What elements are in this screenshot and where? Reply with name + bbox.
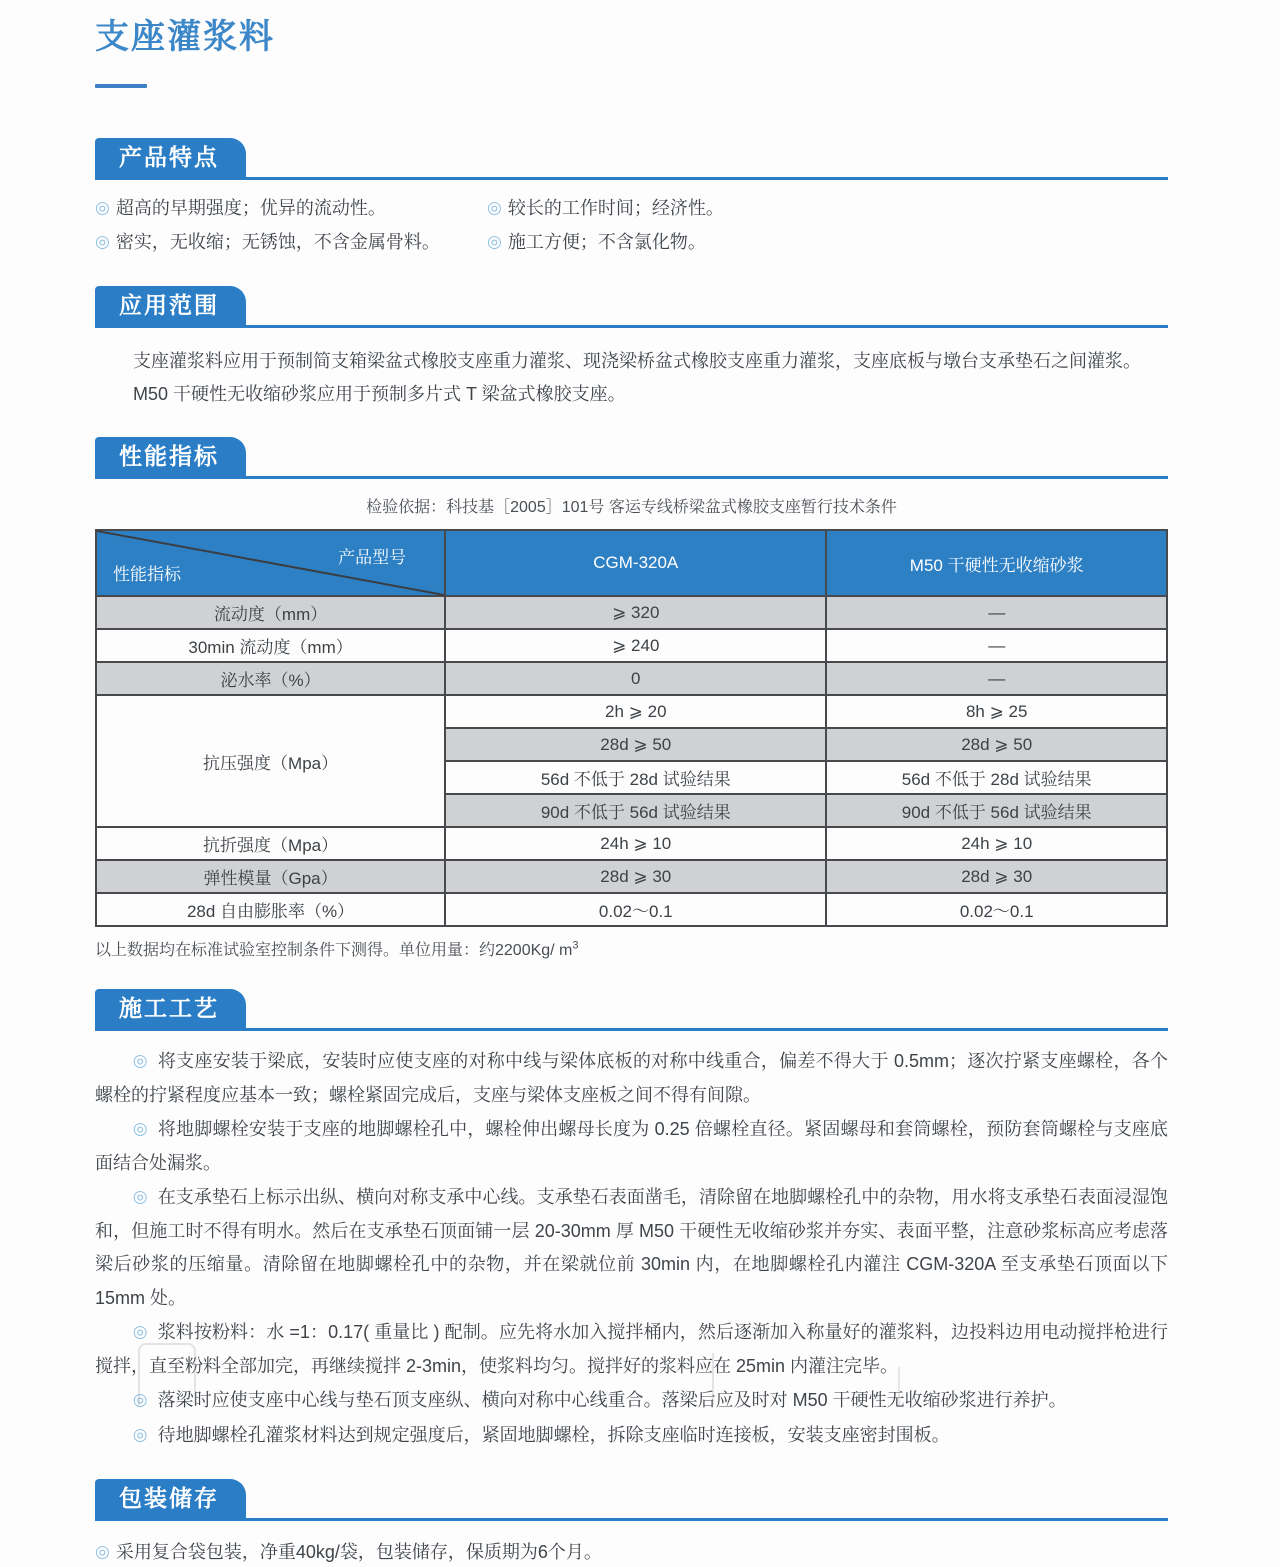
- packaging-text: [95, 1537, 1168, 1567]
- corner-label-performance-index: 性能指标: [113, 565, 181, 584]
- m50-value: —: [826, 662, 1167, 695]
- ring-bullet-icon: ◎: [95, 232, 110, 251]
- feature-text: 密实，无收缩；无锈蚀，不含金属骨料。: [115, 232, 440, 252]
- construction-steps: [95, 1044, 1168, 1452]
- table-row: [96, 695, 1167, 728]
- section-header-packaging: [95, 1479, 1168, 1521]
- m50-value: —: [826, 629, 1167, 662]
- table-header-row: [96, 530, 1167, 596]
- title-underline: [95, 84, 147, 88]
- section-header-construction: [95, 989, 1168, 1031]
- table-footnote: [95, 937, 1168, 960]
- m50-value: 8h ⩾ 25: [826, 695, 1167, 728]
- list-item: [487, 225, 1168, 259]
- cgm-value: 90d 不低于 56d 试验结果: [445, 794, 826, 827]
- performance-heading: 性能指标: [95, 437, 246, 476]
- list-item: [95, 191, 487, 225]
- construction-step: [95, 1112, 1168, 1180]
- footnote-superscript: 3: [572, 939, 579, 952]
- ring-bullet-icon: ◎: [132, 1322, 148, 1341]
- application-heading: 应用范围: [95, 286, 246, 325]
- cgm-value: 2h ⩾ 20: [445, 695, 826, 728]
- m50-value: 28d ⩾ 30: [826, 860, 1167, 893]
- construction-step: [95, 1383, 1168, 1418]
- cgm-value: ⩾ 320: [445, 596, 826, 629]
- table-row: [96, 629, 1167, 662]
- construction-heading: 施工工艺: [95, 989, 246, 1028]
- table-row: [96, 860, 1167, 893]
- corner-label-product-model: 产品型号: [338, 548, 407, 567]
- row-label: 弹性模量（Gpa）: [96, 860, 445, 893]
- step-text: 待地脚螺栓孔灌浆材料达到规定强度后，紧固地脚螺栓，拆除支座临时连接板，安装支座密封围板。: [157, 1424, 950, 1445]
- section-header-features: [95, 138, 1168, 180]
- cgm-value: 0: [445, 662, 826, 695]
- m50-value: 0.02～0.1: [826, 893, 1167, 926]
- step-text: 浆料按粉料：水 =1：0.17( 重量比 ) 配制。应先将水加入搅拌桶内，然后逐渐加入称量好的灌浆料，边投料边用电动搅拌枪进行搅拌，直至粉料全部加完，再继续搅拌 2-3min，使浆料均匀。搅拌好的浆料应在 25min 内灌注完毕。: [95, 1322, 1168, 1376]
- feature-list: [95, 191, 1168, 259]
- step-text: 在支承垫石上标示出纵、横向对称支承中心线。支承垫石表面凿毛，清除留在地脚螺栓孔中的杂物，用水将支承垫石表面浸湿饱和，但施工时不得有明水。然后在支承垫石顶面铺一层 20-30mm 厚 M50 干硬性无收缩砂浆并夯实、表面平整，注意砂浆标高应考虑落梁后砂浆的压缩量。清除留在地脚螺栓孔中的杂物，并在梁就位前 30min 内，在地脚螺栓孔内灌注 CGM-320A 至支承垫石顶面以下 15mm 处。: [95, 1187, 1168, 1308]
- application-paragraph: 支座灌浆料应用于预制简支箱梁盆式橡胶支座重力灌浆、现浇梁桥盆式橡胶支座重力灌浆，支座底板与墩台支承垫石之间灌浆。: [133, 351, 1141, 371]
- ring-bullet-icon: ◎: [132, 1119, 148, 1138]
- ring-bullet-icon: ◎: [132, 1390, 148, 1409]
- application-paragraph: M50 干硬性无收缩砂浆应用于预制多片式 T 梁盆式橡胶支座。: [133, 384, 626, 404]
- feature-text: 超高的早期强度；优异的流动性。: [115, 198, 386, 218]
- application-text: [95, 345, 1168, 411]
- ring-bullet-icon: ◎: [95, 1542, 110, 1561]
- diagonal-corner-cell: [96, 530, 445, 596]
- ring-bullet-icon: ◎: [95, 198, 110, 217]
- row-label: 流动度（mm）: [96, 596, 445, 629]
- ring-bullet-icon: ◎: [487, 232, 502, 251]
- column-header-m50: M50 干硬性无收缩砂浆: [826, 530, 1167, 596]
- cgm-value: ⩾ 240: [445, 629, 826, 662]
- list-item: [487, 191, 1168, 225]
- ring-bullet-icon: ◎: [132, 1424, 148, 1444]
- table-row: [96, 893, 1167, 926]
- feature-column-right: [487, 191, 1168, 259]
- feature-column-left: [95, 191, 487, 259]
- construction-step: [95, 1044, 1168, 1112]
- m50-value: 24h ⩾ 10: [826, 827, 1167, 860]
- m50-value: 28d ⩾ 50: [826, 728, 1167, 761]
- section-header-application: [95, 286, 1168, 328]
- m50-value: —: [826, 596, 1167, 629]
- packaging-heading: 包装储存: [95, 1479, 246, 1518]
- ring-bullet-icon: ◎: [487, 198, 502, 217]
- ring-bullet-icon: ◎: [132, 1051, 148, 1070]
- footnote-text: 以上数据均在标准试验室控制条件下测得。单位用量：约2200Kg/ m: [95, 942, 573, 959]
- m50-value: 56d 不低于 28d 试验结果: [826, 761, 1167, 794]
- table-row: [96, 827, 1167, 860]
- cgm-value: 0.02～0.1: [445, 893, 826, 926]
- list-item: [95, 225, 487, 259]
- column-header-cgm: CGM-320A: [445, 530, 826, 596]
- packaging-item: 采用复合袋包装，净重40kg/袋，包装储存，保质期为6个月。: [115, 1542, 602, 1562]
- page-title: 支座灌浆料: [95, 18, 275, 56]
- cgm-value: 56d 不低于 28d 试验结果: [445, 761, 826, 794]
- step-text: 将支座安装于梁底，安装时应使支座的对称中线与梁体底板的对称中线重合，偏差不得大于 0.5mm；逐次拧紧支座螺栓，各个螺栓的拧紧程度应基本一致；螺栓紧固完成后，支座与梁体支座板之间不得有间隙。: [95, 1051, 1168, 1105]
- step-text: 将地脚螺栓安装于支座的地脚螺栓孔中，螺栓伸出螺母长度为 0.25 倍螺栓直径。紧固螺母和套筒螺栓，预防套筒螺栓与支座底面结合处漏浆。: [95, 1119, 1168, 1173]
- table-row: [96, 596, 1167, 629]
- step-text: 落梁时应使支座中心线与垫石顶支座纵、横向对称中心线重合。落梁后应及时对 M50 干硬性无收缩砂浆进行养护。: [157, 1390, 1067, 1410]
- construction-step: [95, 1418, 1168, 1453]
- section-header-performance: [95, 437, 1168, 479]
- cgm-value: 28d ⩾ 50: [445, 728, 826, 761]
- table-row: [96, 662, 1167, 695]
- ring-bullet-icon: ◎: [132, 1187, 148, 1206]
- row-label-compressive-strength: 抗压强度（Mpa）: [96, 695, 445, 827]
- features-heading: 产品特点: [95, 138, 246, 177]
- row-label: 抗折强度（Mpa）: [96, 827, 445, 860]
- cgm-value: 24h ⩾ 10: [445, 827, 826, 860]
- performance-table: [95, 529, 1168, 927]
- feature-text: 较长的工作时间；经济性。: [507, 198, 724, 218]
- test-basis-note: 检验依据：科技基［2005］101号 客运专线桥梁盆式橡胶支座暂行技术条件: [366, 499, 897, 516]
- cgm-value: 28d ⩾ 30: [445, 860, 826, 893]
- feature-text: 施工方便；不含氯化物。: [507, 232, 706, 252]
- row-label: 28d 自由膨胀率（%）: [96, 893, 445, 926]
- construction-step: [95, 1315, 1168, 1383]
- construction-step: [95, 1180, 1168, 1315]
- m50-value: 90d 不低于 56d 试验结果: [826, 794, 1167, 827]
- row-label: 泌水率（%）: [96, 662, 445, 695]
- row-label: 30min 流动度（mm）: [96, 629, 445, 662]
